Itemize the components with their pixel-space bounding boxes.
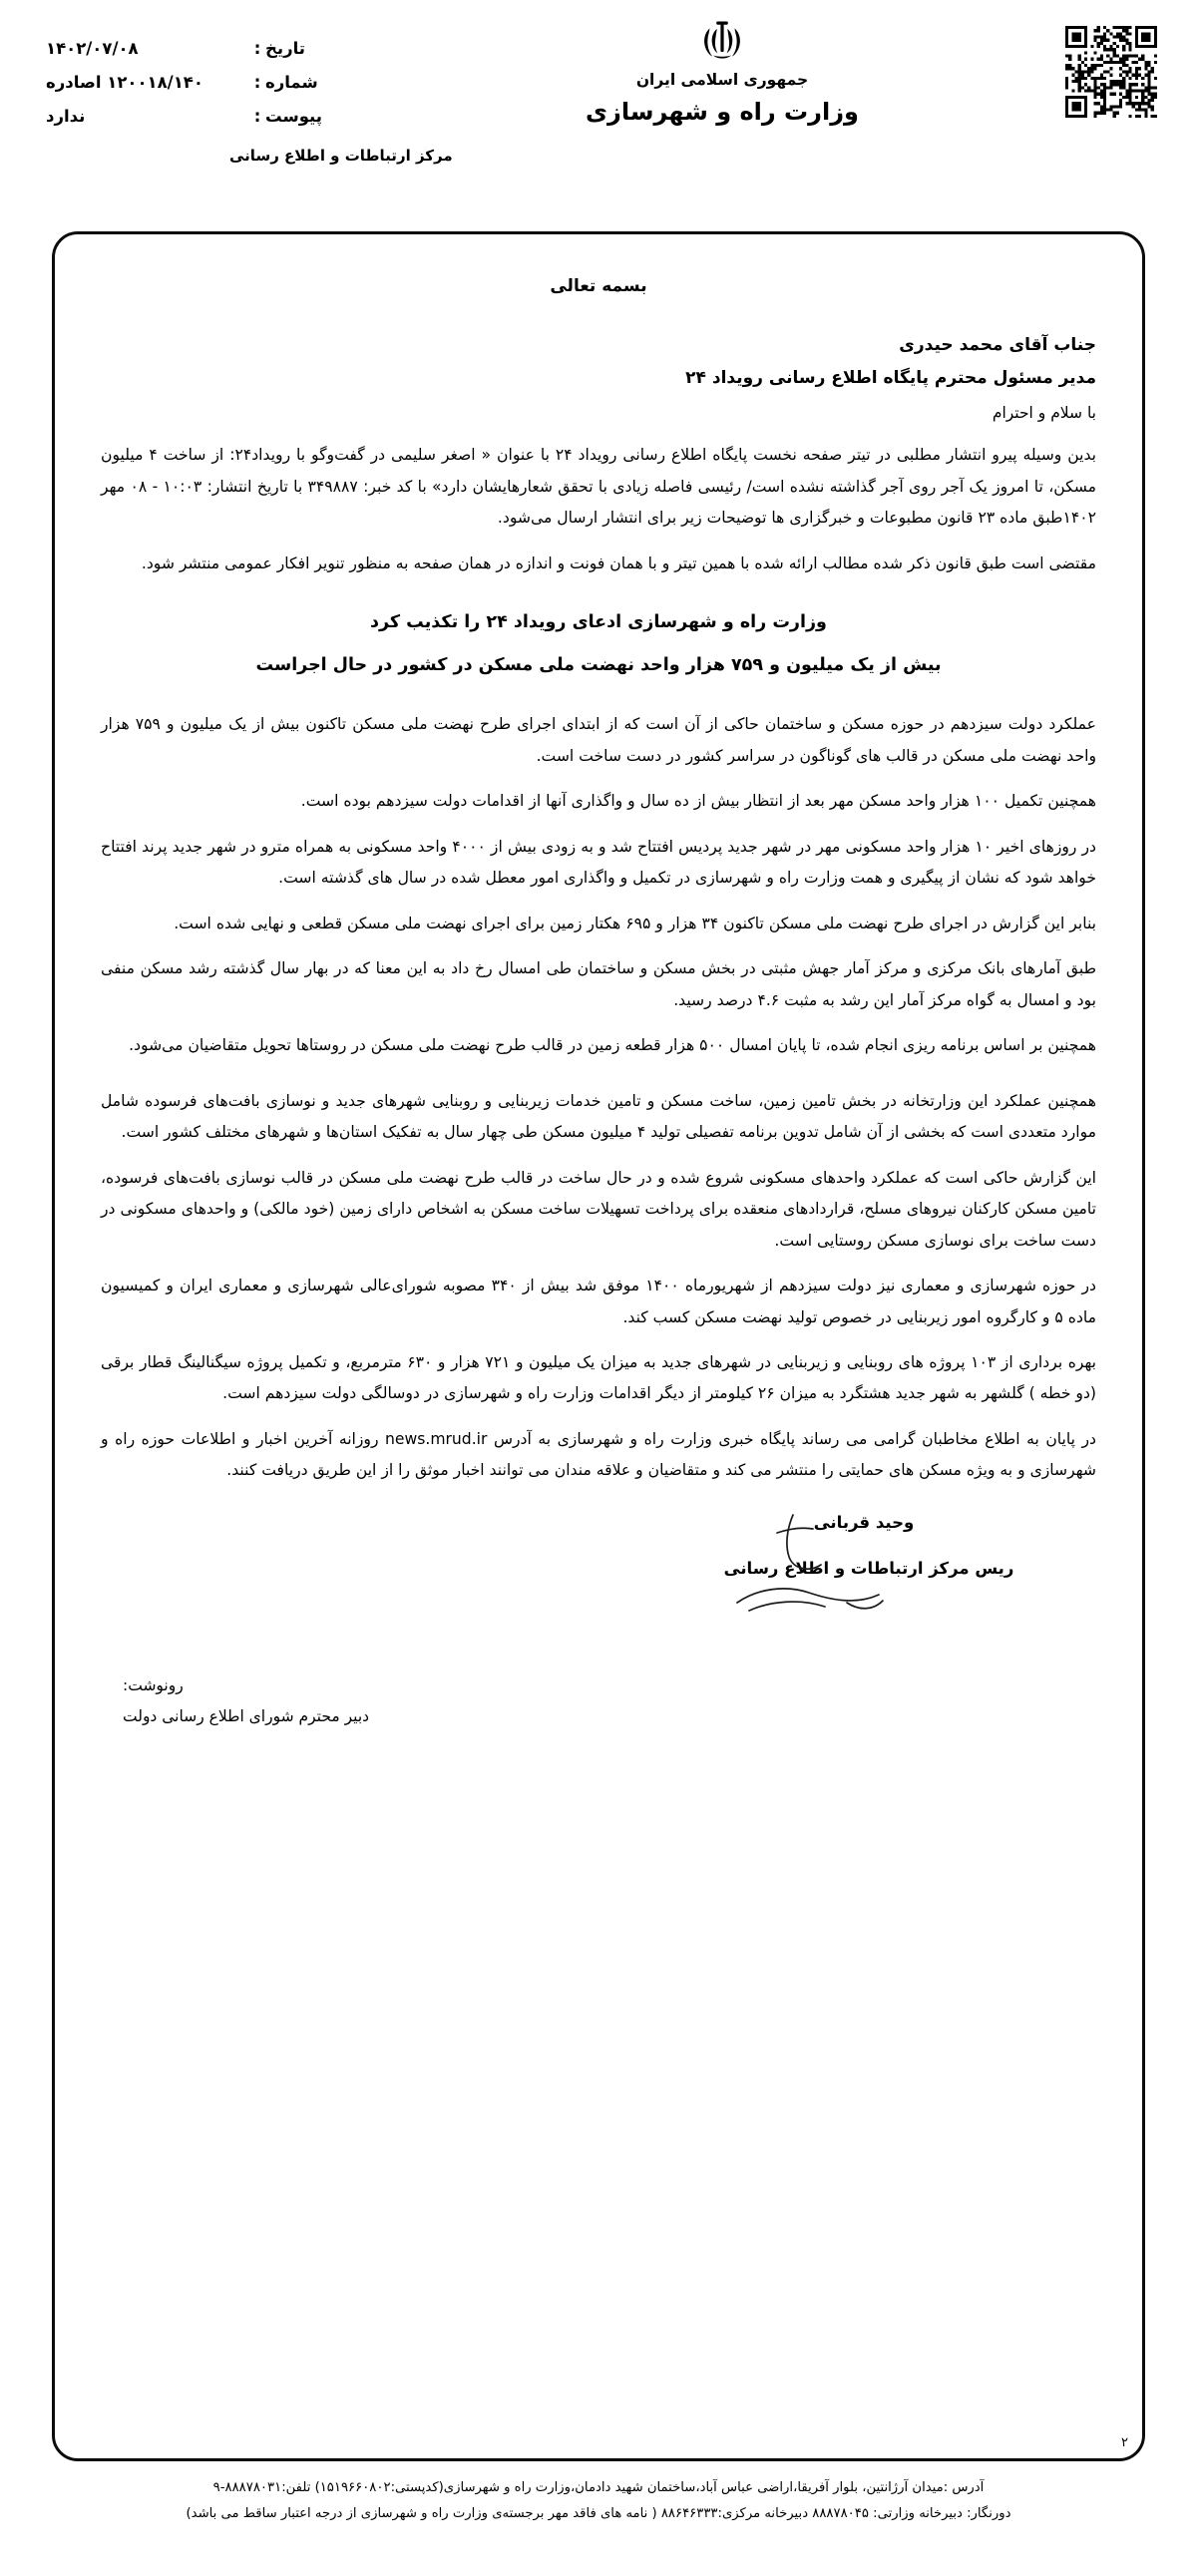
communications-center-name: مرکز ارتباطات و اطلاع رسانی	[229, 147, 453, 166]
qr-code[interactable]	[1065, 26, 1157, 118]
footer-fax-note: دورنگار: دبیرخانه وزارتی: ۸۸۸۷۸۰۴۵ دبیرخانه مرکزی:۸۸۶۴۶۳۳۳ ( نامه های فاقد مهر برجسته‌ی وزارت راه و شهرسازی از درجه اعتبار ساقط می باشد)	[186, 2505, 1011, 2521]
page-number: ۲	[1121, 2435, 1128, 2450]
body-paragraph-2: همچنین تکمیل ۱۰۰ هزار واحد مسکن مهر بعد از انتظار بیش از ده سال و واگذاری آنها از اقدامات دولت سیزدهم بوده است.	[300, 792, 1096, 811]
press-headline: وزارت راه و شهرسازی ادعای رویداد ۲۴ را تکذیب کرد	[370, 612, 827, 633]
addressee-name: جناب آقای محمد حیدری	[899, 335, 1096, 355]
body-paragraph-11: در پایان به اطلاع مخاطبان گرامی می رساند پایگاه خبری وزارت راه و شهرسازی به آدرس news.mrud.ir روزانه آخرین اخبار و اطلاعات حوزه راه و شهرسازی و به ویژه مسکن های حمایتی را منتشر می کند و متقاضیان و علاقه مندان می توانند اخبار موثق را از این طریق دریافت کنند.	[101, 1429, 1096, 1480]
press-subheadline: بیش از یک میلیون و ۷۵۹ هزار واحد نهضت ملی مسکن در کشور در حال اجراست	[255, 655, 942, 676]
footer-address: آدرس :میدان آرژانتین، بلوار آفریقا،اراضی عباس آباد،ساختمان شهید دادمان،وزارت راه و شهرسازی(کدپستی:۱۵۱۹۶۶۰۸۰۲) تلفن:۸۸۸۷۸۰۳۱-۹	[212, 2480, 985, 2495]
paragraph-gap	[101, 1076, 1096, 1086]
date-label: تاریخ	[265, 39, 305, 58]
number-colon: :	[253, 72, 261, 92]
intro-paragraph-1: بدین وسیله پیرو انتشار مطلبی در تیتر صفحه نخست پایگاه اطلاع رسانی رویداد ۲۴ با عنوان « اصغر سلیمی در گفت‌وگو با رویداد۲۴: از ساخت ۴ میلیون مسکن، تا امروز یک آجر روی آجر گذاشته نشده است/ رئیسی فاصله زیادی با تحقق شعارهایشان دارد» با کد خبر: ۳۴۹۸۸۷ با تاریخ انتشار: ۱۰:۰۳ - ۰۸ مهر ۱۴۰۲طبق ماده ۲۳ قانون مطبوعات و خبرگزاری ها توضیحات زیر برای انتشار ارسال می‌شود.	[101, 446, 1096, 528]
meta-row-date	[40, 32, 357, 66]
basmala: بسمه تعالی	[550, 276, 647, 296]
meta-row-number	[40, 66, 357, 100]
body-paragraph-10: بهره برداری از ۱۰۳ پروژه های روبنایی و زیربنایی در شهرهای جدید به میزان یک میلیون و ۷۲۱ هزار و ۶۳۰ مترمربع، و تکمیل پروژه سیگنالینگ قطار برقی (دو خطه ) گلشهر به شهر جدید هشتگرد به میزان ۲۶ کیلومتر از دیگر اقدامات وزارت راه و شهرسازی در دوسالگی دولت سیزدهم است.	[101, 1353, 1097, 1403]
attachment-label: پیوست	[265, 106, 322, 126]
body-paragraph-8: این گزارش حاکی است که عملکرد واحدهای مسکونی شروع شده و در حال ساخت در قالب طرح نهضت ملی مسکن در قالب نوسازی بافت‌های فرسوده، تامین مسکن کارکنان نیروهای مسلح، قراردادهای منعقده برای پرداخت تسهیلات ساخت مسکن به اشخاص دارای زمین (خود مالکی) و واحدهای مسکونی در دست ساخت برای نوسازی مسکن روستایی است.	[101, 1168, 1096, 1250]
emblem-block	[553, 20, 892, 127]
letter-body	[52, 231, 1145, 2461]
intro-paragraph-2: مقتضی است طبق قانون ذکر شده مطالب ارائه شده با همین تیتر و با همان فونت و اندازه در همان صفحه به منظور تنویر افکار عمومی منتشر شود.	[141, 553, 1096, 572]
meta-row-attachment	[40, 100, 357, 134]
date-colon: :	[253, 39, 261, 58]
ministry-name: وزارت راه و شهرسازی	[586, 98, 859, 127]
copy-to-item-1: دبیر محترم شورای اطلاع رسانی دولت	[123, 1706, 370, 1725]
body-paragraph-7: همچنین عملکرد این وزارتخانه در بخش تامین زمین، ساخت مسکن و تامین خدمات زیربنایی و روبنایی شهرهای جدید و نوسازی بافت‌های فرسوده شامل موارد متعددی است که بخشی از آن شامل تدوین برنامه تفصیلی تولید ۴ میلیون مسکن طی چهار سال به تفکیک استان‌ها و شهرهای مختلف کشور است.	[101, 1091, 1096, 1142]
page-footer	[0, 2475, 1197, 2526]
letterhead-grid	[40, 18, 1157, 133]
date-value: ۱۴۰۲/۰۷/۰۸	[46, 39, 139, 58]
body-paragraph-6: همچنین بر اساس برنامه ریزی انجام شده، تا پایان امسال ۵۰۰ هزار قطعه زمین در قالب طرح نهضت ملی مسکن در روستاها تحویل متقاضیان می‌شود.	[129, 1036, 1096, 1055]
body-paragraph-9: در حوزه شهرسازی و معماری نیز دولت سیزدهم از شهریورماه ۱۴۰۰ موفق شد بیش از ۳۴۰ مصوبه شورای‌عالی شهرسازی و معماری ایران و کمیسیون ماده ۵ و کارگروه امور زیربنایی در خصوص تولید نهضت مسکن کسب کند.	[101, 1277, 1096, 1326]
salutation: با سلام و احترام	[992, 403, 1096, 422]
signature-block	[101, 1513, 1096, 1662]
attachment-value: ندارد	[46, 106, 86, 126]
copy-to-label: رونوشت:	[123, 1675, 184, 1694]
letterhead	[0, 0, 1197, 231]
attachment-colon: :	[253, 106, 261, 126]
body-paragraph-5: طبق آمارهای بانک مرکزی و مرکز آمار جهش مثبتی در بخش مسکن و ساختمان طی امسال رخ داد به این معنا که در بهار سال گذشته رشد مسکن منفی بود و امسال به گواه مرکز آمار این رشد به مثبت ۴.۶ درصد رسید.	[101, 959, 1096, 1009]
number-label: شماره	[265, 72, 318, 92]
republic-name: جمهوری اسلامی ایران	[635, 71, 809, 89]
body-paragraph-3: در روزهای اخیر ۱۰ هزار واحد مسکونی مهر در شهر جدید پردیس افتتاح شد و به زودی بیش از ۴۰۰۰ واحد مسکونی به همراه مترو در شهر جدید پرند افتتاح خواهد شود که نشان از پیگیری و همت وزارت راه و شهرسازی در تکمیل و واگذاری امور معطل شده در سال های گذشته است.	[101, 837, 1096, 888]
signatory-name: وحید قربانی	[813, 1512, 915, 1532]
letterhead-meta	[40, 18, 379, 133]
addressee-title: مدیر مسئول محترم پایگاه اطلاع رسانی رویداد ۲۴	[685, 368, 1096, 389]
iran-emblem-icon	[699, 20, 745, 64]
copy-to-block	[101, 1670, 1096, 1732]
body-paragraph-4: بنابر این گزارش در اجرای طرح نهضت ملی مسکن تاکنون ۳۴ هزار و ۶۹۵ هکتار زمین برای اجرای نهضت ملی مسکن قطعی و نهایی شده است.	[174, 914, 1096, 932]
qr-code-icon	[1065, 26, 1157, 118]
signatory-title: ریس مرکز ارتباطات و اطلاع رسانی	[723, 1558, 1014, 1578]
number-value: ۱۲۰۰۱۸/۱۴۰ اصادره	[46, 72, 203, 92]
body-paragraph-1: عملکرد دولت سیزدهم در حوزه مسکن و ساختمان حاکی از آن است که از ابتدای اجرای طرح نهضت ملی مسکن تاکنون بیش از یک میلیون و ۷۵۹ هزار واحد نهضت ملی مسکن در قالب های گوناگون در سراسر کشور در دست ساخت است.	[101, 715, 1096, 765]
